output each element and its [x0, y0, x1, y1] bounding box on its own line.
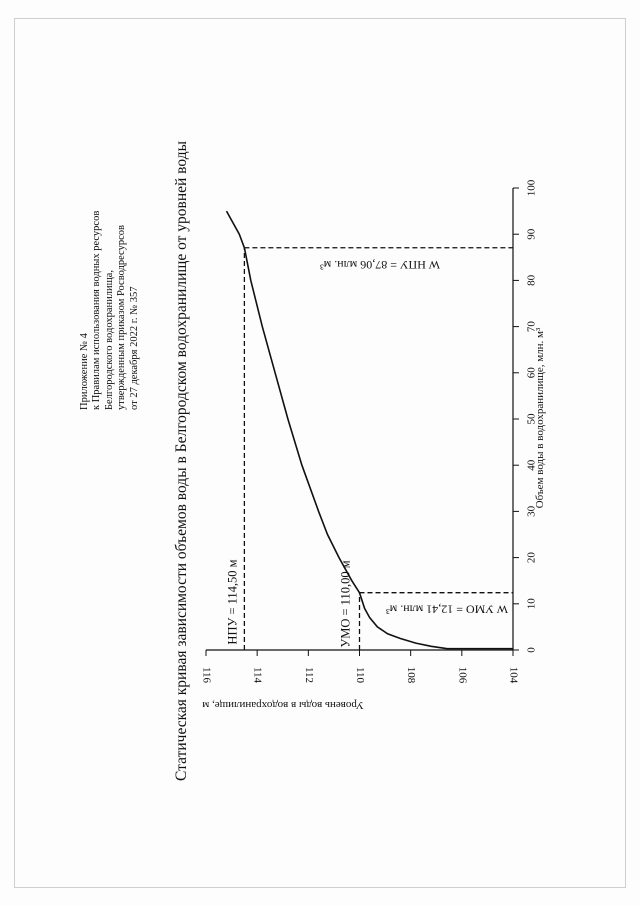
y-tick-label: 108	[405, 666, 418, 684]
x-tick-label: 100	[525, 179, 538, 197]
annotation-labels-group	[225, 258, 508, 648]
header-line: от 27 декабря 2022 г. № 357	[128, 286, 140, 410]
header-line: Белгородского водохранилища,	[103, 270, 115, 410]
npu-level-label: НПУ = 114,50 м	[225, 559, 240, 645]
x-tick-label: 90	[525, 228, 538, 240]
x-tick-label: 60	[525, 367, 538, 379]
chart-title: Статическая кривая зависимости объемов воды в Белгородском водохранилище от уровней воды	[173, 141, 190, 781]
x-tick-label: 0	[525, 647, 538, 653]
y-tick-label: 110	[353, 666, 366, 684]
umo-level-label: УМО = 110,00 м	[338, 560, 353, 648]
x-tick-label: 50	[525, 413, 538, 425]
x-tick-label: 20	[525, 552, 538, 564]
y-axis-label: Уровень воды в водохранилище, м	[202, 699, 364, 711]
header-line: Приложение № 4	[78, 333, 90, 410]
x-tick-label: 40	[525, 459, 538, 471]
x-tick-label: 80	[525, 274, 538, 286]
x-tick-label: 30	[525, 505, 538, 517]
x-axis-label: Объем воды в водохранилище, млн. м³	[534, 327, 546, 509]
umo-volume-label: W УМО = 12,41 млн. м³	[386, 602, 508, 617]
header-line: утвержденным приказом Росводресурсов	[116, 225, 128, 410]
y-tick-label: 106	[456, 666, 469, 684]
x-tick-label: 10	[525, 598, 538, 610]
y-tick-label: 116	[200, 666, 213, 684]
guide-lines-group	[244, 248, 513, 650]
y-tick-label: 112	[302, 666, 315, 684]
level-volume-curve	[227, 211, 447, 648]
y-tick-label: 104	[507, 666, 520, 684]
y-tick-label: 114	[251, 666, 264, 684]
x-tick-label: 70	[525, 321, 538, 333]
header-line: к Правилам использования водных ресурсов	[91, 210, 103, 410]
curve-group	[227, 211, 514, 649]
npu-volume-label: W НПУ = 87,06 млн. м³	[320, 257, 440, 272]
